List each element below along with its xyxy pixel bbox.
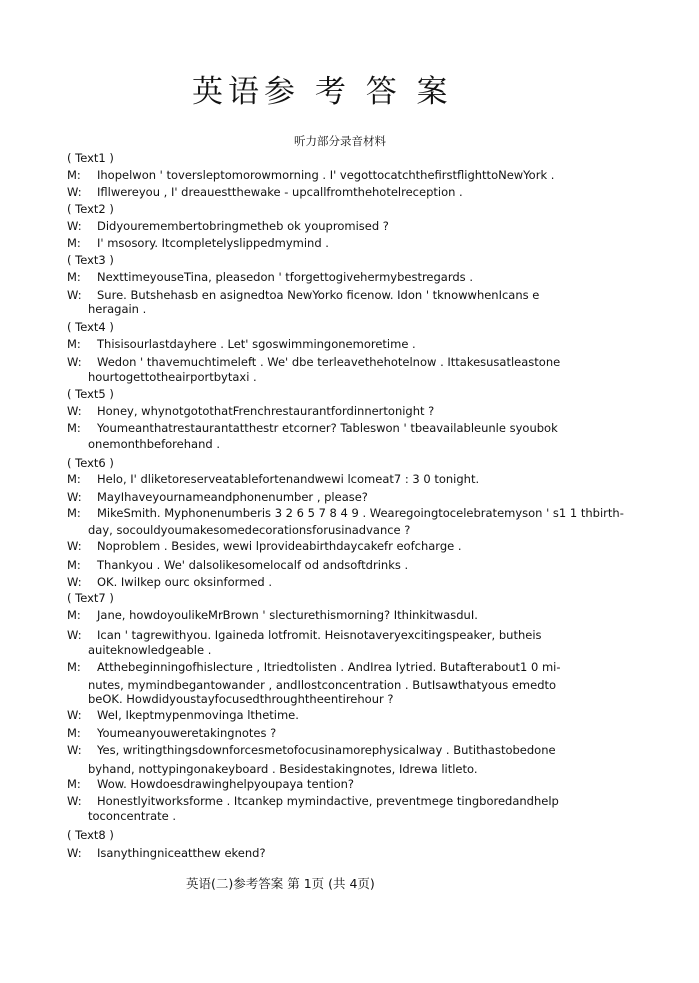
line-text: Honestlyitworksforme . Itcankep mymindactive, preventmege tingboredandhelp [97, 794, 559, 808]
dialogue-continuation [88, 437, 220, 451]
text-heading [67, 151, 114, 165]
line-text: Ican ' tagrewithyou. Igaineda lotfromit. Heisnotaveryexcitingspeaker, butheis [97, 628, 542, 642]
dialogue-continuation [88, 762, 478, 776]
line-text: Atthebeginningofhislecture , Itriedtolisten . AndIrea lytried. Butafterabout1 0 mi- [97, 660, 561, 674]
dialogue-continuation [88, 678, 556, 692]
line-text: Honey, whynotgotothatFrenchrestaurantfordinnertonight ? [97, 404, 435, 418]
dialogue-continuation [88, 643, 211, 657]
line-text: Thankyou . We' dalsolikesomelocalf od andsoftdrinks . [97, 558, 409, 572]
dialogue-line [67, 270, 473, 284]
speaker-label: W: [67, 743, 82, 757]
speaker-label: M: [67, 608, 81, 622]
text-heading [67, 591, 114, 605]
line-text: Noproblem . Besides, wewi lprovideabirthdaycakefr eofcharge . [97, 539, 462, 553]
text-heading [67, 202, 114, 216]
text-heading [67, 828, 114, 842]
speaker-label: M: [67, 777, 81, 791]
line-text: day, socouldyoumakesomedecorationsforusinadvance ? [88, 523, 411, 537]
line-text: Wow. Howdoesdrawinghelpyoupaya tention? [97, 777, 354, 791]
line-text: Thisisourlastdayhere . Let' sgoswimmingonemoretime . [97, 337, 416, 351]
speaker-label: M: [67, 270, 81, 284]
speaker-label: M: [67, 472, 81, 486]
text-heading [67, 456, 114, 470]
line-text: onemonthbeforehand . [88, 437, 220, 451]
speaker-label: M: [67, 726, 81, 740]
dialogue-line [67, 337, 416, 351]
speaker-label: W: [67, 575, 82, 589]
speaker-label: M: [67, 558, 81, 572]
line-text: Jane, howdoyoulikeMrBrown ' slecturethismorning? IthinkitwasduI. [97, 608, 478, 622]
line-text: hourtogettotheairportbytaxi . [88, 370, 257, 384]
line-text: MikeSmith. Myphonenumberis 3 2 6 5 7 8 4 9 . Wearegoingtocelebratemyson ' s1 1 thbirth- [97, 506, 624, 520]
line-text: ( Text7 ) [67, 591, 114, 605]
line-text: NexttimeyouseTina, pleasedon ' tforgettogivehermybestregards . [97, 270, 473, 284]
line-text: ( Text2 ) [67, 202, 114, 216]
line-text: Yes, writingthingsdownforcesmetofocusinamorephysicalway . Butithastobedone [97, 743, 556, 757]
line-text: auiteknowledgeable . [88, 643, 212, 657]
dialogue-continuation [88, 523, 410, 537]
dialogue-continuation [88, 692, 394, 706]
line-text: Sure. Butshehasb en asignedtoa NewYorko ficenow. Idon ' tknowwhenIcans e [97, 288, 540, 302]
speaker-label: W: [67, 794, 82, 808]
line-text: ( Text8 ) [67, 828, 114, 842]
dialogue-line [67, 185, 463, 199]
speaker-label: M: [67, 236, 81, 250]
section-subtitle: 听力部分录音材料 [294, 134, 386, 148]
speaker-label: W: [67, 404, 82, 418]
dialogue-line [67, 660, 561, 674]
line-text: ( Text3 ) [67, 253, 114, 267]
line-text: I' msosory. Itcompletelyslippedmymind . [97, 236, 329, 250]
text-heading [67, 387, 114, 401]
speaker-label: W: [67, 628, 82, 642]
line-text: ( Text1 ) [67, 151, 114, 165]
line-text: Ihopelwon ' toversleptomorowmorning . I' vegottocatchthefirstflighttoNewYork . [97, 168, 555, 182]
line-text: Youmeanyouweretakingnotes ? [97, 726, 277, 740]
speaker-label: M: [67, 421, 81, 435]
page-footer: 英语(二)参考答案 第 1页 (共 4页) [186, 876, 375, 891]
line-text: byhand, nottypingonakeyboard . Besidestakingnotes, Idrewa litleto. [88, 762, 478, 776]
dialogue-line [67, 421, 558, 435]
dialogue-continuation [88, 370, 257, 384]
speaker-label: W: [67, 185, 82, 199]
dialogue-line [67, 472, 479, 486]
line-text: WeI, Ikeptmypenmovinga lthetime. [97, 708, 299, 722]
dialogue-continuation [88, 302, 146, 316]
dialogue-line [67, 777, 354, 791]
speaker-label: W: [67, 490, 82, 504]
dialogue-line [67, 506, 624, 520]
dialogue-line [67, 236, 329, 250]
speaker-label: M: [67, 337, 81, 351]
dialogue-line [67, 490, 368, 504]
line-text: ( Text4 ) [67, 320, 114, 334]
dialogue-line [67, 794, 559, 808]
dialogue-line [67, 608, 478, 622]
dialogue-line [67, 708, 299, 722]
line-text: nutes, mymindbegantowander , andIlostconcentration . ButIsawthatyous emedto [88, 678, 557, 692]
dialogue-line [67, 539, 462, 553]
dialogue-line [67, 168, 554, 182]
dialogue-line [67, 404, 434, 418]
line-text: Ifllwereyou , I' dreauestthewake - upcallfromthehotelreception . [97, 185, 463, 199]
line-text: MayIhaveyournameandphonenumber , please? [97, 490, 368, 504]
line-text: Wedon ' thavemuchtimeleft . We' dbe terleavethehotelnow . Ittakesusatleastone [97, 355, 561, 369]
line-text: heragain . [88, 302, 147, 316]
dialogue-line [67, 288, 539, 302]
speaker-label: W: [67, 219, 82, 233]
speaker-label: W: [67, 288, 82, 302]
dialogue-line [67, 219, 389, 233]
line-text: Didyouremembertobringmetheb ok youpromised ? [97, 219, 389, 233]
line-text: ( Text6 ) [67, 456, 114, 470]
speaker-label: W: [67, 539, 82, 553]
speaker-label: W: [67, 355, 82, 369]
text-heading [67, 253, 114, 267]
speaker-label: W: [67, 846, 82, 860]
dialogue-continuation [88, 809, 176, 823]
text-heading [67, 320, 114, 334]
speaker-label: M: [67, 506, 81, 520]
dialogue-line [67, 575, 272, 589]
line-text: beOK. Howdidyoustayfocusedthroughtheentirehour ? [88, 692, 394, 706]
page-title: 英语参 考 答 案 [192, 74, 453, 110]
dialogue-line [67, 846, 266, 860]
line-text: OK. IwiIkep ourc oksinformed . [97, 575, 273, 589]
dialogue-line [67, 355, 560, 369]
line-text: toconcentrate . [88, 809, 177, 823]
speaker-label: M: [67, 168, 81, 182]
dialogue-line [67, 558, 408, 572]
line-text: Isanythingniceatthew ekend? [97, 846, 266, 860]
line-text: Helo, I' dliketoreserveatablefortenandwewi lcomeat7 : 3 0 tonight. [97, 472, 480, 486]
line-text: ( Text5 ) [67, 387, 114, 401]
speaker-label: W: [67, 708, 82, 722]
line-text: Youmeanthatrestaurantatthestr etcorner? Tableswon ' tbeavailableunle syoubok [97, 421, 558, 435]
dialogue-line [67, 628, 542, 642]
dialogue-line [67, 726, 276, 740]
speaker-label: M: [67, 660, 81, 674]
dialogue-line [67, 743, 556, 757]
